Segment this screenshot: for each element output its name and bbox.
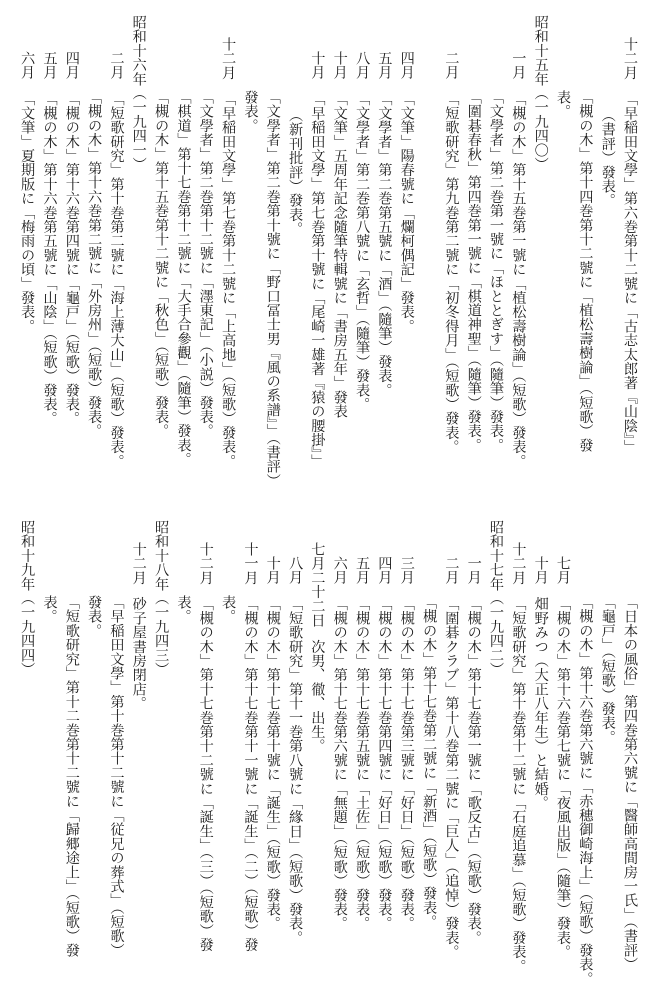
date-label: 十月 (264, 556, 281, 585)
entry-text: 「槻の木」第十六巻第四號に「龜戸」（短歌）發表。 (63, 91, 80, 426)
entry-text: 「龜戸」（短歌）發表。 (599, 595, 616, 745)
date-label: 十月 (331, 51, 348, 80)
chronology-line (328, 0, 350, 470)
chronology-line (127, 505, 149, 975)
entry-text: 「槻の木」第十七巻第十一號に「誕生」（二）（短歌）發 (242, 596, 259, 952)
chronology-line (105, 0, 127, 470)
entry-text: 「文學者」第二巻第十號に「野口冨士男『風の系譜』」（書評） (264, 90, 281, 488)
entry-text: 「文筆」五周年記念隨筆特輯號に「書房五年」發表 (331, 91, 348, 419)
date-label: 五月 (376, 51, 393, 80)
entry-text: 「短歌研究」第十巻第十二號に「石庭追慕」（短歌）發表。 (510, 596, 527, 973)
entry-text: 「圍碁クラブ」第十八巻第二號に「巨人」（追悼）發表。 (443, 596, 460, 959)
date-label: 十二月 (197, 542, 214, 585)
chronology-line (462, 0, 484, 470)
year-text: 昭和十九年（一九四四） (19, 520, 36, 677)
chronology-line (395, 0, 417, 470)
entry-text: 「槻の木」第十五巻第一號に「植松壽樹論」（短歌）發表。 (510, 91, 527, 468)
chronology-line (619, 505, 641, 975)
chronology-line (16, 0, 38, 470)
chronology-line (194, 0, 216, 470)
chronology-line (507, 505, 529, 975)
date-label: 十月 (532, 556, 549, 585)
date-label: 二月 (443, 51, 460, 80)
year-text: 昭和十八年（一九四三） (153, 520, 170, 677)
entry-text: 「文學者」第二巻第十二號に「濹東記」（小説）發表。 (197, 90, 214, 438)
date-label: 十二月 (130, 542, 147, 585)
year-heading (16, 505, 38, 975)
chronology-line (574, 505, 596, 986)
chronology-line (373, 0, 395, 470)
entry-text: 「早稲田文學」第七巻第十號に「尾崎一雄著『猿の腰掛』」 (309, 91, 326, 468)
chronology-line (328, 505, 350, 975)
date-label: 十二月 (510, 542, 527, 585)
date-label: 二月 (443, 556, 460, 585)
chronology-line (529, 505, 551, 975)
entry-text: 「槻の木」第十五巻第十二號に「秋色」（短歌）發表。 (153, 90, 170, 438)
chronology-line (507, 0, 529, 470)
chronology-line (440, 0, 462, 470)
date-label: 一月 (510, 51, 527, 80)
entry-text: 發表。 (86, 595, 103, 638)
entry-text: 「文筆」陽春號に「爛柯偶記」發表。 (398, 91, 415, 334)
chronology-line (284, 0, 306, 470)
date-label: 四月 (398, 51, 415, 80)
chronology-line (574, 0, 596, 470)
date-label: 三月 (398, 556, 415, 585)
entry-text: 「短歌研究」第九巻第二號に「初冬得月」（短歌）發表。 (443, 91, 460, 454)
year-text: 昭和十七年（一九四二） (488, 520, 505, 677)
entry-text: 次男、徹、出生。 (309, 639, 326, 753)
entry-text: 「槻の木」第十七巻第六號に「無題」（短歌）發表。 (331, 596, 348, 931)
date-label: 四月 (376, 556, 393, 585)
entry-text: 「槻の木」第十七巻第二號に「新酒」（短歌）發表。 (421, 595, 438, 929)
blank-column (418, 0, 440, 470)
date-label: 五月 (354, 556, 371, 585)
entry-text: 「文學者」第二巻第一號に「ほととぎす」（隨筆）發表。 (488, 90, 505, 453)
entry-text: 表。 (41, 595, 58, 624)
chronology-line (38, 505, 60, 975)
chronology-line (261, 505, 283, 975)
entry-text: 畑野みつ（大正八年生）と結婚。 (532, 596, 549, 810)
chronology-line (38, 0, 60, 470)
entry-text: 「文筆」夏期版に「梅雨の頃」發表。 (19, 91, 36, 334)
date-label: 十二月 (220, 37, 237, 80)
chronology-line (440, 505, 462, 975)
chronology-line (351, 505, 373, 975)
date-label: 六月 (331, 556, 348, 585)
date-label: 十二月 (622, 37, 638, 80)
chronology-line (552, 505, 574, 975)
year-heading (150, 505, 172, 975)
entry-text: 「文學者」第二巻第五號に「酒」（隨筆）發表。 (376, 91, 393, 397)
chronology-line (596, 0, 618, 470)
date-label: 十月 (309, 51, 326, 80)
chronology-line (83, 0, 105, 470)
chronology-line (105, 505, 127, 975)
entry-text: 「槻の木」第十六巻第六號に「赤穗御崎海上」（短歌）發表。 (577, 595, 594, 986)
entry-text: 「槻の木」第十七巻第四號に「好日」（短歌）發表。 (376, 596, 393, 931)
entry-text: 「早稲田文學」第六巻第十二號に「古志太郎著『山陰』」 (622, 91, 638, 454)
entry-text: 「圍碁春秋」第四巻第一號に「棋道神聖」（隨筆）發表。 (465, 90, 482, 453)
date-label: 十一月 (242, 542, 259, 585)
entry-text: 表。 (175, 595, 192, 624)
entry-text: 「槻の木」第十六巻第五號に「山陰」（短歌）發表。 (41, 91, 58, 426)
year-heading (485, 505, 507, 975)
date-label: 六月 (19, 51, 36, 80)
chronology-line (306, 0, 328, 470)
entry-text: 「文學者」第二巻第八號に「玄哲」（隨筆）發表。 (354, 91, 371, 412)
date-label: 七月二十二日 (309, 542, 326, 628)
chronology-line (418, 505, 440, 975)
year-text: 昭和十五年（一九四〇） (532, 15, 549, 172)
entry-text: （書評）發表。 (599, 108, 616, 208)
chronology-line (83, 505, 105, 975)
chronology-line (395, 505, 417, 975)
year-heading (529, 0, 551, 470)
entry-text: 「槻の木」第十四巻第十二號に「植松壽樹論」（短歌）發 (577, 90, 594, 453)
entry-text: 「棋道」第十七巻第十二號に「大手合參觀」（隨筆）發表。 (175, 90, 192, 467)
chronology-line (239, 505, 261, 975)
date-label: 五月 (41, 51, 58, 80)
date-label: 一月 (465, 556, 482, 585)
entry-text: 表。 (220, 595, 237, 624)
chronology-line (217, 505, 239, 975)
year-text: 昭和十六年（一九四一） (130, 15, 147, 172)
chronology-line (239, 0, 261, 470)
entry-text: 「槻の木」第十七巻第十號に「誕生」（短歌）發表。 (264, 596, 281, 931)
chronology-line (596, 505, 618, 975)
chronology-top-section (15, 0, 641, 488)
year-heading (127, 0, 149, 470)
date-label: 八月 (287, 556, 304, 585)
chronology-line (462, 505, 484, 975)
entry-text: 砂子屋書房閉店。 (130, 596, 147, 711)
chronology-line (194, 505, 216, 975)
entry-text: 「槻の木」第十六巻第二號に「外房州」（短歌）發表。 (86, 90, 103, 438)
entry-text: 「槻の木」第十七巻第一號に「歌反古」（短歌）發表。 (465, 596, 482, 945)
chronology-line (150, 0, 172, 470)
entry-text: 表。 (555, 90, 572, 119)
entry-text: 「早稲田文學」第十巻第十二號に「従兄の葬式」（短歌） (108, 595, 125, 958)
entry-text: 「短歌研究」第十巻第二號に「海上薄大山」（短歌）發表。 (108, 91, 125, 468)
entry-text: （新刊批評）發表。 (287, 108, 304, 236)
date-label: 四月 (63, 51, 80, 80)
chronology-line (373, 505, 395, 975)
chronology-line (172, 505, 194, 975)
date-label: 七月 (555, 556, 572, 585)
chronology-line (351, 0, 373, 470)
chronology-line (552, 0, 574, 470)
entry-text: 「槻の木」第十七巻第五號に「土佐」（短歌）發表。 (354, 596, 371, 931)
entry-text: 「短歌研究」第十一巻第八號に「緣日」（短歌）發表。 (287, 596, 304, 945)
chronology-line (172, 0, 194, 470)
entry-text: 「短歌研究」第十二巻第十二號に「歸郷途上」（短歌）發 (63, 595, 80, 958)
chronology-line (306, 505, 328, 975)
date-label: 二月 (108, 51, 125, 80)
entry-text: 「槻の木」第十六巻第七號に「夜風出版」（隨筆）發表。 (555, 596, 572, 959)
chronology-line (217, 0, 239, 470)
chronology-bottom-section (15, 505, 641, 986)
chronology-line (619, 0, 641, 470)
chronology-line (60, 0, 82, 470)
entry-text: 「槻の木」第十七巻第十二號に「誕生」（三）（短歌）發 (197, 596, 214, 952)
entry-text: 「早稲田文學」第七巻第十二號に「上高地」（短歌）發表。 (220, 91, 237, 468)
entry-text: 發表。 (242, 90, 259, 133)
date-label: 八月 (354, 51, 371, 80)
chronology-line (485, 0, 507, 470)
chronology-line (284, 505, 306, 975)
chronology-line (60, 505, 82, 975)
entry-text: 「槻の木」第十七巻第三號に「好日」（短歌）發表。 (398, 596, 415, 931)
chronology-line (261, 0, 283, 488)
entry-text: 「日本の風俗」第四巻第六號に「醫師高間房一氏」（書評） (622, 595, 638, 972)
